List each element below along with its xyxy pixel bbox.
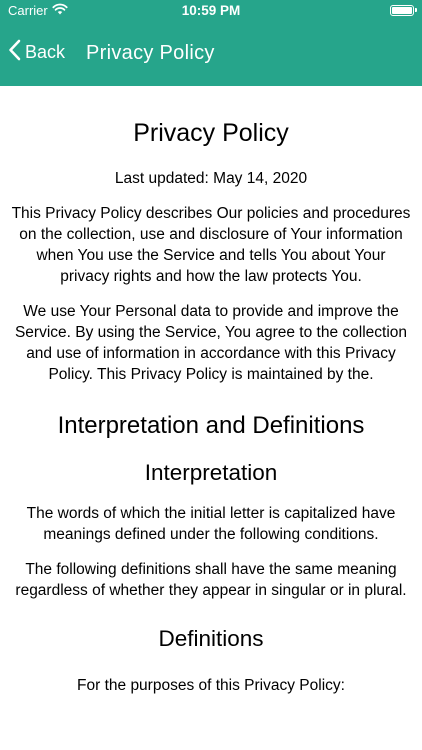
section-heading: Interpretation and Definitions bbox=[57, 412, 365, 439]
last-updated-text: Last updated: May 14, 2020 bbox=[114, 170, 308, 187]
interpretation-paragraph-2: The following definitions shall have the same meaning regardless of whether they appear in singular or in plural. bbox=[15, 561, 407, 599]
document-title: Privacy Policy bbox=[133, 119, 289, 147]
navigation-bar bbox=[0, 22, 422, 86]
intro-paragraph-2: We use Your Personal data to provide and improve the Service. By using the Service, You agree to the collection and use of information in accordance with this Privacy Policy. This Privacy Policy is maintained by the. bbox=[14, 303, 408, 383]
back-button[interactable] bbox=[8, 39, 65, 66]
policy-content[interactable] bbox=[0, 86, 422, 750]
app-header bbox=[0, 0, 422, 86]
nav-title: Privacy Policy bbox=[86, 42, 215, 64]
status-time: 10:59 PM bbox=[181, 3, 241, 18]
status-bar bbox=[0, 0, 422, 22]
back-label: Back bbox=[25, 42, 66, 62]
battery-level bbox=[392, 7, 412, 14]
interpretation-paragraph-1: The words of which the initial letter is capitalized have meanings defined under the following conditions. bbox=[26, 505, 396, 543]
carrier-label: Carrier bbox=[8, 3, 48, 18]
battery-icon bbox=[390, 5, 414, 16]
definitions-heading: Definitions bbox=[158, 626, 264, 651]
intro-paragraph-1: This Privacy Policy describes Our policies and procedures on the collection, use and disclosure of Your information when You use the Service and tells You about Your privacy rights and how the law protects You. bbox=[11, 205, 411, 285]
interpretation-heading: Interpretation bbox=[144, 460, 278, 485]
definitions-intro: For the purposes of this Privacy Policy: bbox=[77, 677, 345, 694]
chevron-left-icon bbox=[8, 39, 21, 66]
